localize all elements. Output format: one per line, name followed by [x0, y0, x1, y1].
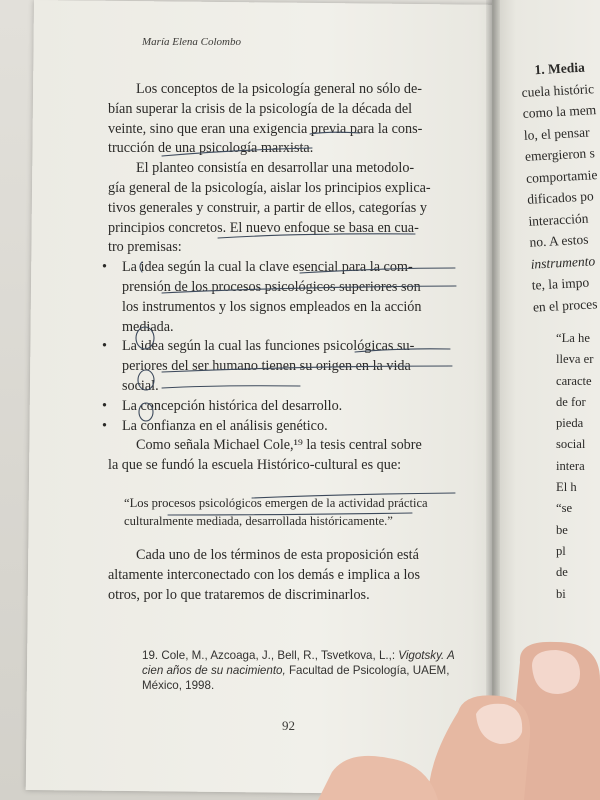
- paragraph-2-line: gía general de la psicología, aislar los principios explica-: [108, 179, 431, 196]
- main-text: [102, 80, 468, 605]
- paragraph-4-line: altamente interconectado con los demás e implica a los: [108, 566, 421, 583]
- right-fragment-line: comportamie: [525, 166, 598, 186]
- paragraph-1-line: Los conceptos de la psicología general no sólo de-: [136, 81, 423, 97]
- right-fragment-line: dificados po: [526, 188, 594, 207]
- right-fragment-line: en el proces: [532, 295, 598, 315]
- paragraph-2: [108, 159, 468, 258]
- bullet-icon: •: [102, 259, 107, 276]
- paragraph-4-line: otros, por lo que trataremos de discriminarlos.: [108, 586, 370, 603]
- right-lower-line: intera: [556, 458, 585, 473]
- paragraph-2-line: tro premisas:: [108, 239, 182, 256]
- paragraph-2-line: tivos generales y construir, a partir de ellos, categorías y: [108, 199, 427, 216]
- right-lower-line: pl: [556, 543, 566, 558]
- paragraph-3: [108, 436, 468, 476]
- book-gutter: [486, 0, 500, 800]
- premise-item: [102, 337, 468, 396]
- bullet-icon: •: [102, 338, 107, 355]
- quote-line: culturalmente mediada, desarrollada históricamente.”: [124, 513, 393, 528]
- right-lower-line: “La he: [556, 331, 590, 345]
- footnote-place-year: México, 1998.: [142, 679, 215, 692]
- block-quote: [124, 494, 468, 530]
- running-head: María Elena Colombo: [142, 36, 241, 48]
- right-fragment-line: cuela históric: [521, 80, 595, 100]
- paragraph-4-line: Cada uno de los términos de esta proposición está: [136, 546, 419, 563]
- paragraph-4: [108, 546, 468, 605]
- footnote-19: [142, 648, 472, 693]
- right-lower-line: “se: [556, 501, 573, 516]
- premise-line: La idea según la cual la clave esencial para la com-: [122, 259, 413, 276]
- right-lower-line: social: [556, 437, 586, 452]
- right-fragment-line: emergieron s: [524, 145, 596, 164]
- paragraph-2-line: El planteo consistía en desarrollar una metodolo-: [136, 160, 415, 177]
- right-fragment-line: instrumento: [530, 252, 596, 272]
- premise-line: La concepción histórica del desarrollo.: [122, 397, 343, 414]
- footnote-publisher: Facultad de Psicología, UAEM,: [288, 664, 450, 677]
- paragraph-1: [108, 80, 468, 159]
- premise-item: [102, 397, 468, 417]
- right-fragment-line: 1. Media: [534, 59, 586, 78]
- paragraph-3-line: la que se fundó la escuela Histórico-cultural es que:: [108, 457, 402, 474]
- paragraph-1-line: veinte, sino que eran una exigencia previa para la cons-: [108, 120, 423, 137]
- right-lower-line: be: [556, 522, 568, 537]
- bullet-icon: •: [102, 397, 107, 414]
- right-fragment-line: lo, el pensar: [523, 123, 590, 143]
- premise-line: La idea según la cual las funciones psicológicas su-: [122, 338, 415, 355]
- bullet-icon: •: [102, 417, 107, 434]
- premise-line: prensión de los procesos psicológicos superiores son: [122, 278, 421, 295]
- footnote-authors: Cole, M., Azcoaga, J., Bell, R., Tsvetkova, L.,:: [161, 649, 396, 662]
- right-lower-line: de: [556, 565, 568, 580]
- footnote-line: [142, 663, 472, 678]
- page-number: 92: [282, 718, 295, 733]
- right-page-quote-fragment: [556, 328, 600, 605]
- footnote-marker: 19.: [142, 649, 159, 662]
- quote-line: “Los procesos psicológicos emergen de la actividad práctica: [124, 495, 428, 510]
- footnote-line: [142, 648, 472, 663]
- paragraph-1-line: bían superar la crisis de la psicología de la década del: [108, 100, 413, 117]
- right-fragment-line: como la mem: [522, 102, 597, 121]
- right-lower-line: lleva er: [556, 352, 594, 367]
- right-lower-line: caracte: [556, 373, 592, 388]
- paragraph-2-line: principios concretos. El nuevo enfoque se basa en cua-: [108, 219, 419, 236]
- paragraph-3-line: Como señala Michael Cole,¹⁹ la tesis central sobre: [136, 437, 422, 454]
- premises-list: [102, 258, 468, 436]
- footnote-title-part1: Vigotsky. A: [398, 649, 455, 662]
- right-lower-line: El h: [556, 480, 577, 495]
- premise-item: [102, 417, 468, 437]
- premise-line: mediada.: [122, 318, 174, 335]
- right-fragment-line: no. A estos: [529, 231, 589, 250]
- premise-line: social.: [122, 377, 159, 394]
- right-page-fragment: [520, 55, 600, 317]
- right-lower-line: de for: [556, 394, 586, 409]
- premise-item: [102, 258, 468, 337]
- footnote-title-part2: cien años de su nacimiento,: [142, 664, 286, 677]
- right-fragment-line: te, la impo: [531, 274, 590, 293]
- premise-line: periores del ser humano tienen su origen en la vida: [122, 358, 411, 375]
- right-lower-line: bi: [556, 586, 566, 601]
- paragraph-1-line: trucción de una psicología marxista.: [108, 140, 314, 157]
- right-lower-line: pieda: [556, 416, 584, 431]
- premise-line: La confianza en el análisis genético.: [122, 417, 328, 434]
- premise-line: los instrumentos y los signos empleados en la acción: [122, 298, 422, 315]
- right-fragment-line: interacción: [528, 210, 589, 229]
